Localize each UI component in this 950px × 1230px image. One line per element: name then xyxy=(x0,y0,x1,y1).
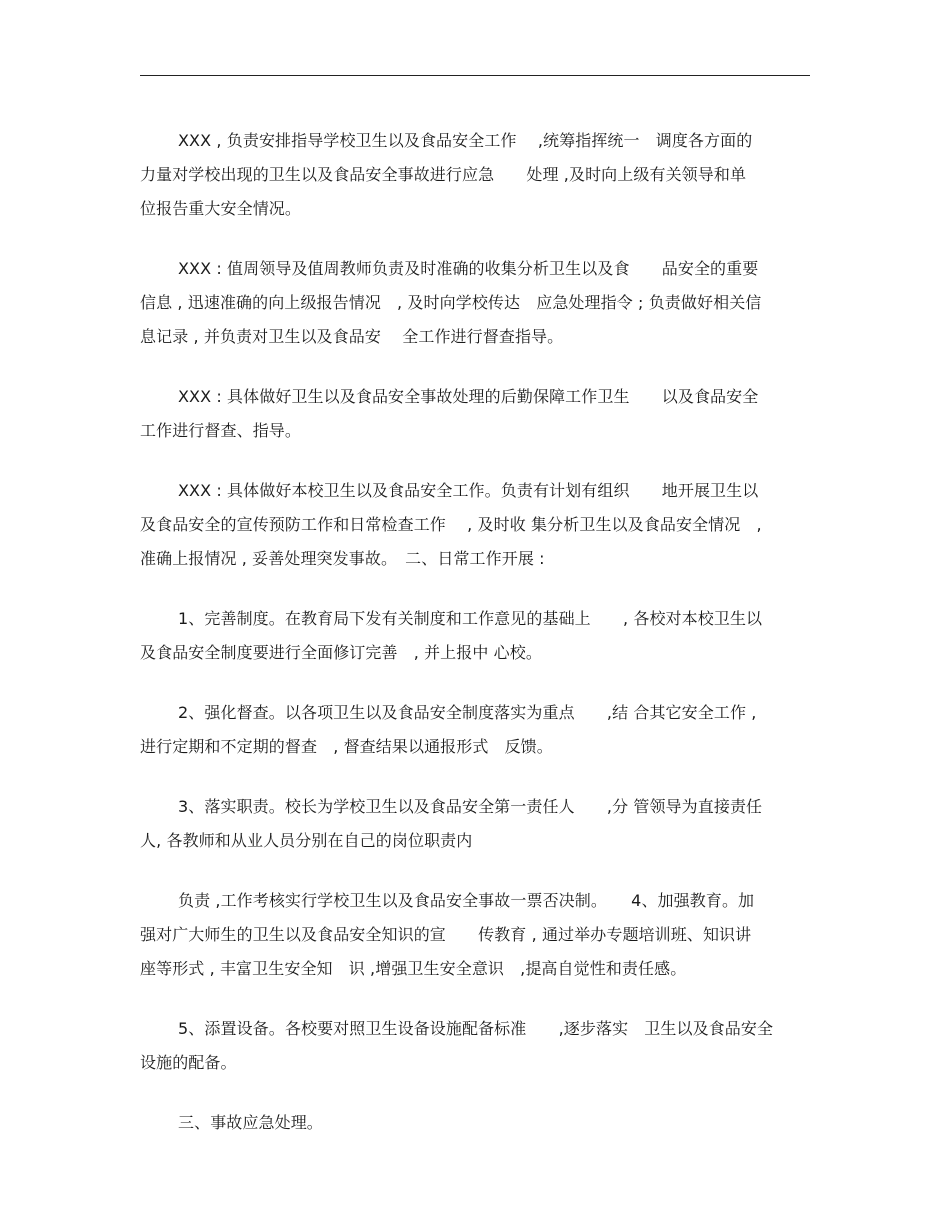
paragraph-7 xyxy=(140,790,812,858)
text-line: 座等形式 , 丰富卫生安全知 识 ,增强卫生安全意识 ,提高自觉性和责任感。 xyxy=(140,959,687,978)
paragraph-1 xyxy=(140,124,812,226)
paragraph-9 xyxy=(140,1012,812,1080)
paragraph-6 xyxy=(140,696,812,764)
paragraph-4 xyxy=(140,474,812,576)
text-line: 三、事故应急处理。 xyxy=(178,1113,323,1132)
paragraph-8 xyxy=(140,884,812,986)
text-line: 息记录 , 并负责对卫生以及食品安 全工作进行督查指导。 xyxy=(140,327,564,346)
text-line: 设施的配备。 xyxy=(140,1053,237,1072)
paragraph-3 xyxy=(140,380,812,448)
text-line: 强对广大师生的卫生以及食品安全知识的宣 传教育 , 通过举办专题培训班、知识讲 xyxy=(140,925,752,944)
text-line: XXX : 具体做好本校卫生以及食品安全工作。负责有计划有组织 地开展卫生以 xyxy=(178,481,759,500)
text-line: 2、强化督查。以各项卫生以及食品安全制度落实为重点 ,结 合其它安全工作 , xyxy=(178,703,757,722)
paragraph-5 xyxy=(140,602,812,670)
section-heading xyxy=(140,1106,812,1140)
text-line: 准确上报情况 , 妥善处理突发事故。 二、日常工作开展 : xyxy=(140,549,545,568)
text-line: 信息 , 迅速准确的向上级报告情况 , 及时向学校传达 应急处理指令 ; 负责做好相关信 xyxy=(140,293,762,312)
text-line: 5、添置设备。各校要对照卫生设备设施配备标准 ,逐步落实 卫生以及食品安全 xyxy=(178,1019,774,1038)
text-line: 进行定期和不定期的督查 , 督查结果以通报形式 反馈。 xyxy=(140,737,553,756)
text-line: XXX : 具体做好卫生以及食品安全事故处理的后勤保障工作卫生 以及食品安全 xyxy=(178,387,759,406)
header-rule xyxy=(140,75,810,76)
text-line: 3、落实职责。校长为学校卫生以及食品安全第一责任人 ,分 管领导为直接责任 xyxy=(178,797,763,816)
text-line: 及食品安全的宣传预防工作和日常检查工作 , 及时收 集分析卫生以及食品安全情况 , xyxy=(140,515,762,534)
text-line: XXX , 负责安排指导学校卫生以及食品安全工作 ,统筹指挥统一 调度各方面的 xyxy=(178,131,753,150)
paragraph-2 xyxy=(140,252,812,354)
text-line: XXX : 值周领导及值周教师负责及时准确的收集分析卫生以及食 品安全的重要 xyxy=(178,259,759,278)
document-body xyxy=(140,124,812,1166)
text-line: 负责 ,工作考核实行学校卫生以及食品安全事故一票否决制。 4、加强教育。加 xyxy=(178,891,755,910)
text-line: 及食品安全制度要进行全面修订完善 , 并上报中 心校。 xyxy=(140,643,542,662)
text-line: 位报告重大安全情况。 xyxy=(140,199,302,218)
text-line: 人, 各教师和从业人员分别在自己的岗位职责内 xyxy=(140,831,473,850)
text-line: 力量对学校出现的卫生以及食品安全事故进行应急 处理 ,及时向上级有关领导和单 xyxy=(140,165,747,184)
text-line: 1、完善制度。在教育局下发有关制度和工作意见的基础上 , 各校对本校卫生以 xyxy=(178,609,763,628)
text-line: 工作进行督查、指导。 xyxy=(140,421,302,440)
